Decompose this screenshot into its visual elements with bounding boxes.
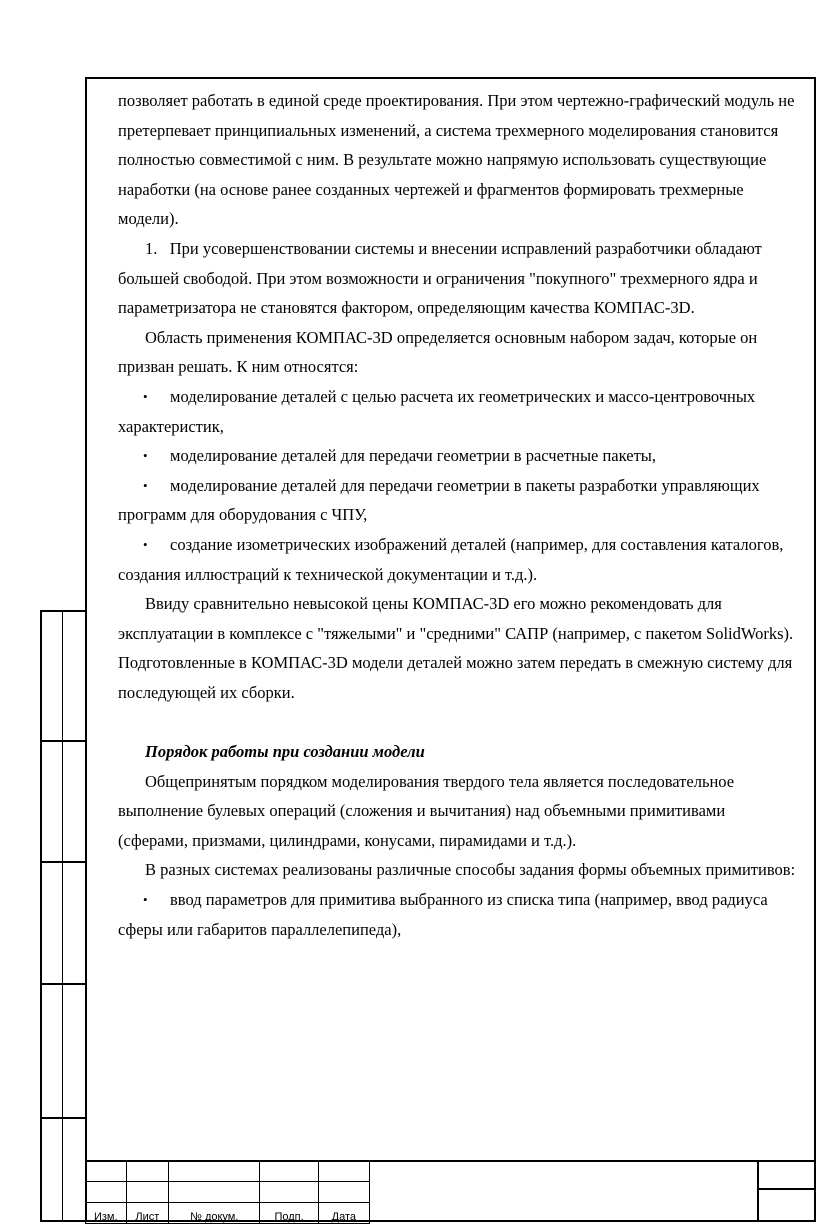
paragraph: Область применения КОМПАС-3D определяется основным набором задач, которые он призван решать. К ним относятся: xyxy=(118,327,758,377)
stamp-data-label: Дата xyxy=(318,1203,369,1224)
numbered-item: 1. При усовершенствовании системы и внесении исправлений разработчики обладают большей свободой. При этом возможности и ограничения "покупного" трехмерного ядра и параметризатора не становятся фактором, определяющим качества КОМПАС-3D. xyxy=(118,238,762,318)
bullet-marker: • xyxy=(143,892,148,908)
bullet-item xyxy=(118,471,798,530)
side-strip-row-line xyxy=(42,983,85,985)
side-strip-row-line xyxy=(42,861,85,863)
paragraph: позволяет работать в единой среде проектирования. При этом чертежно-графический модуль не претерпевает принципиальных изменений, а система трехмерного моделирования становится полностью совместимой с ним. В результате можно напрямую использовать существующие наработки (на основе ранее созданных чертежей и фрагментов формировать трехмерные модели). xyxy=(118,91,795,229)
bullet-item xyxy=(118,441,798,471)
section-heading: Порядок работы при создании модели xyxy=(145,742,425,762)
side-stamp-strip xyxy=(40,610,85,1222)
bullet-marker: • xyxy=(143,448,148,464)
bullet-marker: • xyxy=(143,536,148,552)
paragraph: В разных системах реализованы различные способы задания формы объемных примитивов: xyxy=(145,860,796,880)
bullet-text: моделирование деталей с целью расчета их геометрических и массо-центровочных характеристик, xyxy=(118,386,756,436)
stamp-doc-no-label: № докум. xyxy=(169,1203,260,1224)
bullet-marker: • xyxy=(143,477,148,493)
stamp-podp-label: Подп. xyxy=(260,1203,318,1224)
bullet-text: моделирование деталей для передачи геометрии в пакеты разработки управляющих программ для оборудования с ЧПУ, xyxy=(118,475,760,525)
side-strip-row-line xyxy=(42,740,85,742)
title-block xyxy=(85,1160,816,1222)
bullet-item xyxy=(118,530,798,589)
side-strip-row-line xyxy=(42,1117,85,1119)
paragraph: Общепринятым порядком моделирования твердого тела является последовательное выполнение булевых операций (сложения и вычитания) над объемными примитивами (сферами, призмами, цилиндрами, конусами, пирамидами и т.д.). xyxy=(118,771,735,850)
stamp-izm-label: Изм. xyxy=(86,1203,127,1224)
sheet-number-box xyxy=(757,1160,816,1222)
side-strip-divider xyxy=(62,612,63,1220)
bullet-text: ввод параметров для примитива выбранного из списка типа (например, ввод радиуса сферы или габаритов параллелепипеда), xyxy=(118,890,768,939)
paragraph: Ввиду сравнительно невысокой цены КОМПАС-3D его можно рекомендовать для эксплуатации в комплексе с "тяжелыми" и "средними" САПР (например, с пакетом SolidWorks). Подготовленные в КОМПАС-3D модели деталей можно затем передать в смежную систему для последующей их сборки. xyxy=(118,594,794,702)
bullet-item xyxy=(118,382,798,441)
document-body xyxy=(118,86,798,944)
bullet-marker: • xyxy=(143,388,148,404)
sheet-number-separator xyxy=(759,1188,816,1190)
bullet-text: создание изометрических изображений деталей (например, для составления каталогов, создания иллюстраций к технической документации и т.д.). xyxy=(118,534,784,584)
bullet-item xyxy=(118,885,798,944)
bullet-text: моделирование деталей для передачи геометрии в расчетные пакеты, xyxy=(170,446,656,466)
stamp-list-label: Лист xyxy=(126,1203,169,1224)
title-block-grid xyxy=(85,1160,370,1224)
